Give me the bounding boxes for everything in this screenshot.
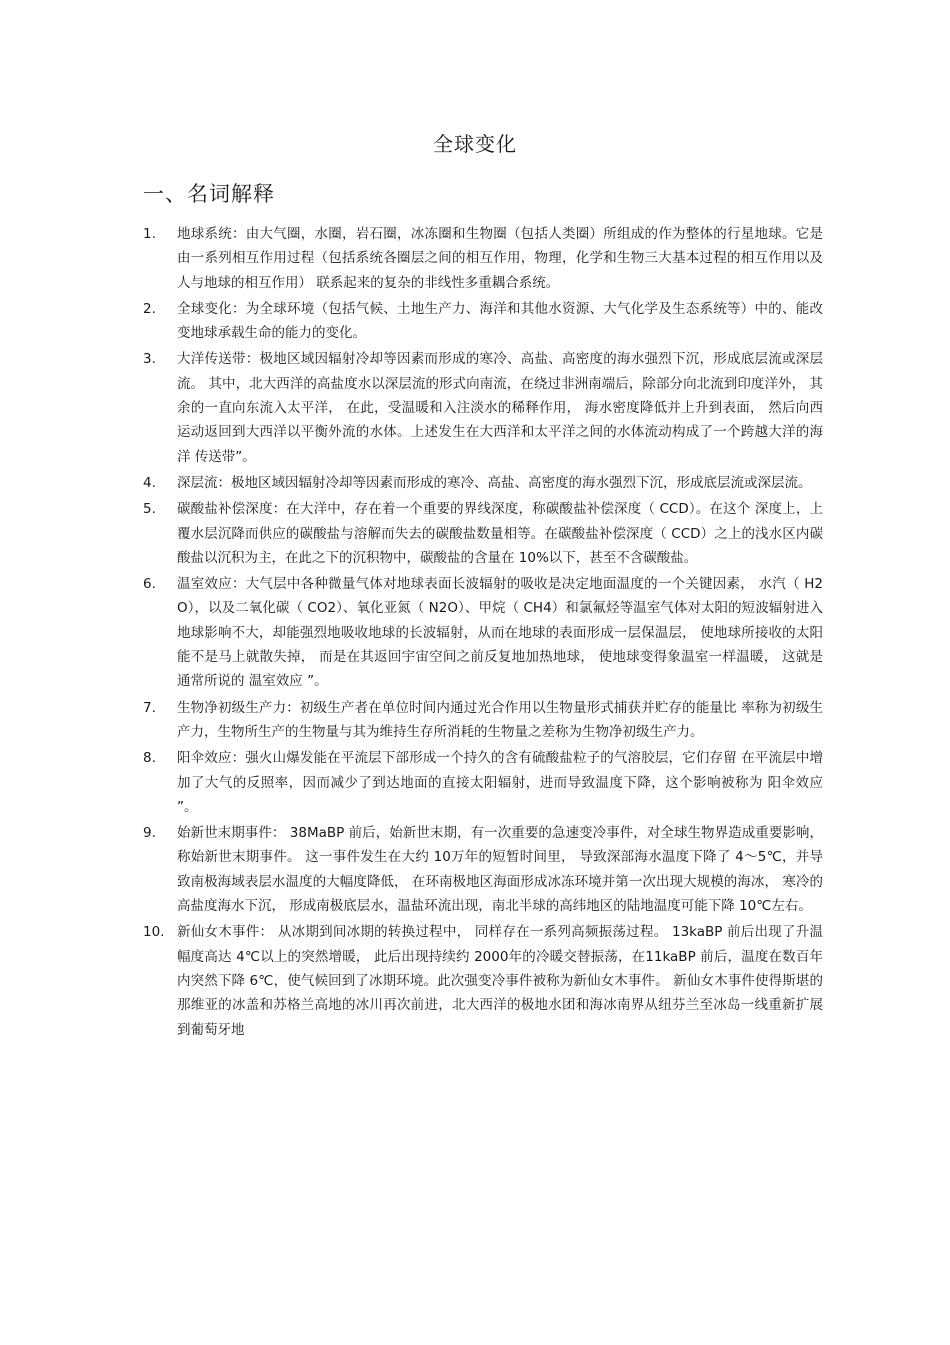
definition-entry (143, 222, 823, 295)
definition-entry (143, 471, 823, 495)
definition-entry (143, 497, 823, 570)
entry-text: 深层流：极地区域因辐射冷却等因素而形成的寒冷、高盐、高密度的海水强烈下沉，形成底层流或深层流。 (177, 474, 812, 491)
entry-number: 3. (143, 351, 156, 368)
entry-text: 大洋传送带：极地区域因辐射冷却等因素而形成的寒冷、高盐、高密度的海水强烈下沉，形成底层流或深层流。 其中，北大西洋的高盐度水以深层流的形式向南流，在绕过非洲南端后，除部分向北流到印度洋外， 其余的一直向东流入太平洋， 在此，受温暖和入注淡水的稀释作用， 海水密度降低并上升到表面， 然后向西运动返回到大西洋以平衡外流的水体。上述发生在大西洋和太平洋之间的水体流动构成了一个跨越大洋的海洋 传送带”。 (177, 351, 823, 465)
entry-text: 地球系统：由大气圈，水圈，岩石圈，冰冻圈和生物圈（包括人类圈）所组成的作为整体的行星地球。它是由一系列相互作用过程（包括系统各圈层之间的相互作用，物理，化学和生物三大基本过程的相互作用以及人与地球的相互作用） 联系起来的复杂的非线性多重耦合系统。 (177, 226, 823, 291)
entry-number: 9. (143, 825, 156, 842)
entry-text: 阳伞效应：强火山爆发能在平流层下部形成一个持久的含有硫酸盐粒子的气溶胶层，它们存留 在平流层中增加了大气的反照率，因而减少了到达地面的直接太阳辐射，进而导致温度下降，这个影响被称为 阳伞效应 ”。 (177, 750, 823, 815)
entry-text: 生物净初级生产力：初级生产者在单位时间内通过光合作用以生物量形式捕获并贮存的能量比 率称为初级生产力，生物所生产的生物量与其为维持生存所消耗的生物量之差称为生物净初级生产力。 (177, 699, 823, 740)
definition-list (143, 222, 823, 1044)
definition-entry (143, 821, 823, 918)
definition-entry (143, 920, 823, 1041)
entry-number: 10. (143, 924, 165, 941)
entry-text: 温室效应：大气层中各种微量气体对地球表面长波辐射的吸收是决定地面温度的一个关键因素， 水汽（ H2O），以及二氧化碳（ CO2）、氧化亚氮（ N2O）、甲烷（ CH4）和氯氟烃等温室气体对太阳的短波辐射进入地球影响不大，却能强烈地吸收地球的长波辐射，从而在地球的表面形成一层保温层， 使地球所接收的太阳能不是马上就散失掉， 而是在其返回宇宙空间之前反复地加热地球， 使地球变得象温室一样温暖， 这就是通常所说的 温室效应 ”。 (177, 576, 823, 690)
entry-text: 新仙女木事件： 从冰期到间冰期的转换过程中， 同样存在一系列高频振荡过程。 13kaBP 前后出现了升温幅度高达 4℃以上的突然增暖， 此后出现持续约 2000年的冷暖交替振荡，在11kaBP 前后，温度在数百年内突然下降 6℃，使气候回到了冰期环境。此次强变冷事件被称为新仙女木事件。 新仙女木事件使得斯堪的那维亚的冰盖和苏格兰高地的冰川再次前进，北大西洋的极地水团和海冰南界从纽芬兰至冰岛一线重新扩展到葡萄牙地 (177, 924, 823, 1038)
definition-entry (143, 297, 823, 346)
definition-entry (143, 746, 823, 819)
definition-entry (143, 572, 823, 693)
entry-number: 4. (143, 474, 156, 491)
entry-number: 1. (143, 226, 156, 242)
entry-number: 2. (143, 300, 156, 317)
entry-number: 6. (143, 576, 156, 593)
entry-number: 7. (143, 699, 156, 716)
section-heading: 一、名词解释 (143, 182, 275, 206)
document-title: 全球变化 (433, 132, 517, 156)
definition-entry (143, 347, 823, 468)
entry-number: 8. (143, 750, 156, 767)
entry-text: 全球变化：为全球环境（包括气候、土地生产力、海洋和其他水资源、大气化学及生态系统等）中的、能改变地球承载生命的能力的变化。 (177, 300, 823, 342)
entry-text: 碳酸盐补偿深度：在大洋中，存在着一个重要的界线深度，称碳酸盐补偿深度（ CCD）。在这个 深度上，上覆水层沉降而供应的碳酸盐与溶解而失去的碳酸盐数量相等。在碳酸盐补偿深度（ CCD）之上的浅水区内碳酸盐以沉积为主，在此之下的沉积物中，碳酸盐的含量在 10%以下，甚至不含碳酸盐。 (177, 501, 823, 566)
entry-number: 5. (143, 501, 156, 518)
definition-entry (143, 696, 823, 745)
entry-text: 始新世末期事件： 38MaBP 前后，始新世末期，有一次重要的急速变冷事件，对全球生物界造成重要影响， 称始新世末期事件。 这一事件发生在大约 10万年的短暂时间里， 导致深部海水温度下降了 4～5℃，并导致南极海域表层水温度的大幅度降低， 在环南极地区海面形成冰冻环境并第一次出现大规模的海冰， 寒冷的高盐度海水下沉， 形成南极底层水，温盐环流出现，南北半球的高纬地区的陆地温度可能下降 10℃左右。 (177, 825, 823, 915)
